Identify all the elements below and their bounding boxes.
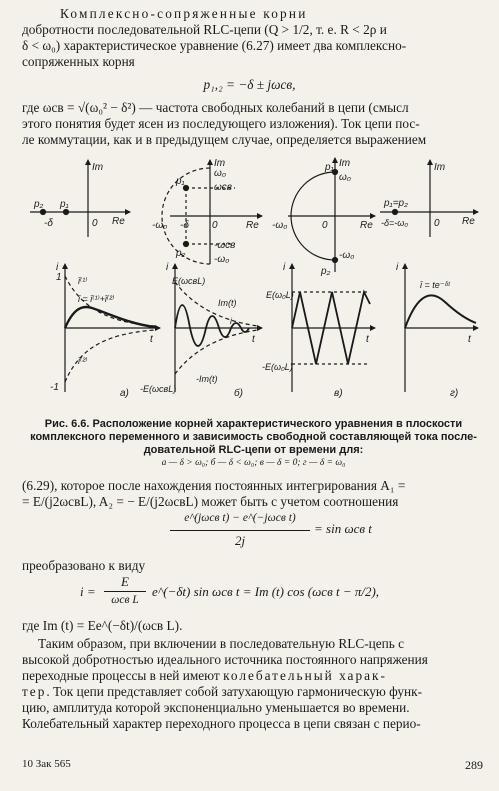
tick-label: E(ω₀L) <box>266 290 294 300</box>
text-line: цию, амплитуда которой экспоненциально уменьшается во времени. <box>22 700 410 715</box>
root-label-p2: p₂ <box>34 199 44 210</box>
tick-label: -E(ωсвL) <box>140 384 177 394</box>
tick-label: ω₀ <box>214 168 227 179</box>
tick-label: 0 <box>434 218 440 229</box>
tick-label: 0 <box>322 220 328 231</box>
axis-label-re: Re <box>246 220 259 231</box>
text-line: где ωсв = √(ω₀² − δ²) — частота свободных колебаний в цепи (смысл <box>22 100 409 115</box>
tick-label: -ωсв <box>214 240 236 251</box>
tick-label: -1 <box>50 382 59 393</box>
figure-6-6 <box>0 152 499 414</box>
text-line: (6.29), которое после нахождения постоянных интегрирования A₁ = <box>22 478 406 493</box>
axis-label-t: t <box>366 334 369 345</box>
root-label-p2: p₂ <box>321 266 331 277</box>
tick-label: -E(ω₀L) <box>262 362 293 372</box>
text-line: преобразовано к виду <box>22 558 146 573</box>
curve-label: ī = ī⁽¹⁾+ī⁽²⁾ <box>78 294 115 304</box>
axis-label-im: Im <box>92 162 104 173</box>
fraction-denominator: 2j <box>234 533 246 548</box>
print-mark: 10 Зак 565 <box>22 758 71 770</box>
text-line: этого понятия будет ясен из последующего изложения). Ток цепи пос- <box>22 116 420 131</box>
emphasis-text: тер <box>22 684 47 699</box>
text-line: = E/(j2ωсвL), A₂ = − E/(j2ωсвL) может быть с учетом соотношения <box>22 494 399 509</box>
panel-label-b: б) <box>234 388 243 399</box>
text-line: ле коммутации, как и в предыдущем случае, определяется выражением <box>22 132 427 147</box>
curve-label: -Im(t) <box>196 374 218 384</box>
text-line <box>22 668 485 684</box>
axis-label-re: Re <box>360 220 373 231</box>
fraction-rhs: = sin ωсв t <box>314 521 372 536</box>
equation-current <box>80 574 480 614</box>
text-span: переходные процессы в ней имеют <box>22 668 224 683</box>
tick-label: -ω₀ <box>214 254 230 265</box>
tick-label: -ω₀ <box>152 220 168 231</box>
equation-euler <box>150 512 380 552</box>
text-line: высокой добротностью идеального источника постоянного напряжения <box>22 652 428 667</box>
root-label-p2: p₂ <box>176 248 186 259</box>
axis-label-im: Im <box>434 162 446 173</box>
text-line: где Im (t) = Ee^(−δt)/(ωсв L). <box>22 618 183 633</box>
panel-label-a: а) <box>120 388 129 399</box>
root-plane-c <box>288 158 375 272</box>
tick-label: -δ=-ω₀ <box>381 218 409 228</box>
emphasis-text: колебательный харак- <box>223 668 387 683</box>
eq-rhs: e^(−δt) sin ωсв t = Im (t) cos (ωсв t − π/2), <box>152 584 380 599</box>
root-label-p1: p₁ <box>325 162 334 173</box>
eq-denominator: ωсв L <box>111 594 139 606</box>
root-label-p12: p₁=p₂ <box>384 198 408 209</box>
text-line: добротности последовательной RLC-цепи (Q > 1/2, т. е. R < 2ρ и <box>22 22 387 37</box>
tick-label: -ω₀ <box>339 250 355 261</box>
curve-label: ī = te⁻ᵟᵗ <box>420 280 450 290</box>
axis-label-im: Im <box>339 158 351 169</box>
tick-label: -ω₀ <box>272 220 288 231</box>
tick-label: 0 <box>212 220 218 231</box>
axis-label-re: Re <box>462 216 475 227</box>
axis-label-i: i <box>283 262 286 273</box>
curve-label: Im(t) <box>218 298 237 308</box>
panel-label-g: г) <box>450 388 459 399</box>
caption-line: довательной RLC-цепи от времени для: <box>143 444 364 456</box>
tick-label: 1 <box>56 272 62 283</box>
caption-line: комплексного переменного и зависимость свободной составляющей тока после- <box>30 431 477 443</box>
tick-label: ω₀ <box>339 172 352 183</box>
axis-label-t: t <box>150 334 153 345</box>
text-line <box>22 684 485 700</box>
text-line: сопряженных корня <box>22 54 135 69</box>
axis-label-t: t <box>252 334 255 345</box>
curve-label: ī⁽²⁾ <box>78 356 88 366</box>
curve-label: ī⁽¹⁾ <box>78 276 88 286</box>
fraction-numerator: e^(jωсв t) − e^(−jωсв t) <box>184 512 296 524</box>
root-label-p1: p₁ <box>176 176 185 187</box>
axis-label-im: Im <box>214 158 226 169</box>
tick-label: ωсв <box>214 182 233 193</box>
axis-label-i: i <box>56 262 59 273</box>
fraction-bar <box>104 591 146 592</box>
curve-label: i <box>230 316 232 326</box>
text-span: . Ток цепи представляет собой затухающую гармоническую функ- <box>46 684 423 699</box>
axis-label-re: Re <box>112 216 125 227</box>
tick-label: E(ωсвL) <box>172 276 206 286</box>
text-line: Колебательный характер переходного процесса в цепи связан с перио- <box>22 716 421 731</box>
text-line: Таким образом, при включении в последовательную RLC-цепь с <box>38 636 405 651</box>
plot-c <box>292 264 375 392</box>
axis-label-t: t <box>468 334 471 345</box>
tick-label: 0 <box>92 218 98 229</box>
axis-label-i: i <box>396 262 399 273</box>
figure-caption <box>22 418 485 470</box>
axis-label-i: i <box>166 262 169 273</box>
page-number: 289 <box>465 758 483 772</box>
eq-numerator: E <box>121 574 129 589</box>
root-label-p1: p₁ <box>60 199 69 210</box>
text-line: δ < ω₀) характеристическое уравнение (6.27) имеет два комплексно- <box>22 38 407 53</box>
section-heading: Комплексно-сопряженные корни <box>60 6 308 21</box>
tick-label: -δ <box>44 218 53 229</box>
caption-line: Рис. 6.6. Расположение корней характеристического уравнения в плоскости <box>44 418 463 430</box>
panel-label-v: в) <box>334 388 343 399</box>
caption-legend: а — δ > ω₀; б — δ < ω₀; в — δ = 0; г — δ = ω₀ <box>161 458 346 468</box>
equation-roots: p₁,₂ = −δ ± jωсв, <box>203 77 296 92</box>
fraction-bar <box>170 530 310 531</box>
tick-label: -δ <box>180 220 189 231</box>
eq-lhs: i = <box>80 584 96 599</box>
